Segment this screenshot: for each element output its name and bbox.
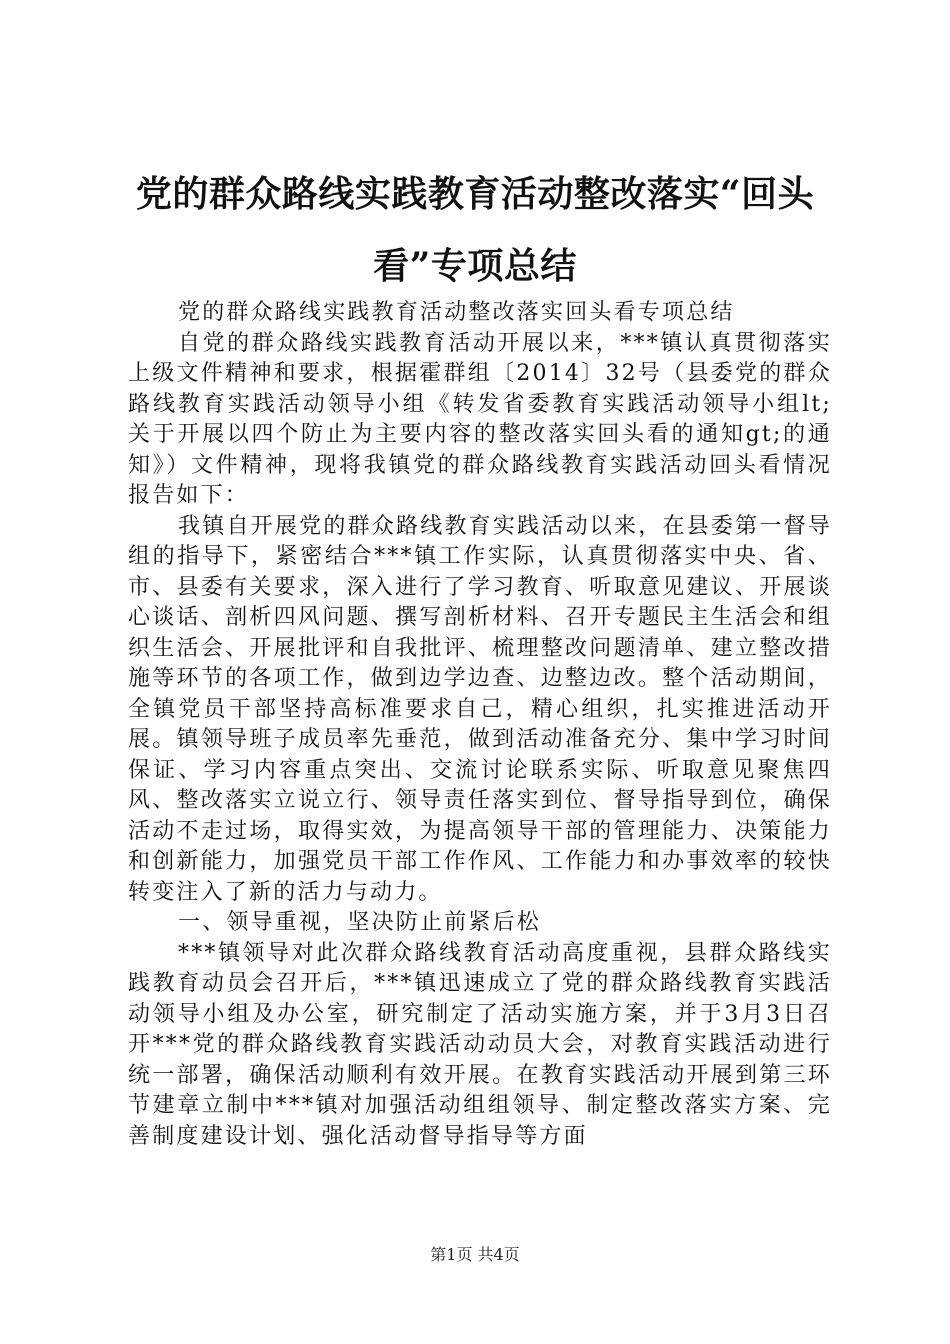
title-line-1: 党的群众路线实践教育活动整改落实“回头 (135, 173, 815, 215)
section-heading-1: 一、领导重视，坚决防止前紧后松 (178, 910, 542, 935)
paragraph-intro: 自党的群众路线实践教育活动开展以来，***镇认真贯彻落实上级文件精神和要求，根据霍群组〔2014〕32号（县委党的群众路线教育实践活动领导小组《转发省委教育实践活动领导小组lt;关于开展以四个防止为主要内容的整改落实回头看的通知gt;的通知》）文件精神，现将我镇党的群众路线教育实践活动回头看情况报告如下： (128, 330, 832, 508)
title-line-2: 看”专项总结 (373, 245, 577, 287)
page-number-footer: 第1页 共4页 (430, 1245, 520, 1264)
paragraph-overview: 我镇自开展党的群众路线教育实践活动以来，在县委第一督导组的指导下，紧密结合***镇工作实际，认真贯彻落实中央、省、市、县委有关要求，深入进行了学习教育、听取意见建议、开展谈心谈话、剖析四风问题、撰写剖析材料、召开专题民主生活会和组织生活会、开展批评和自我批评、梳理整改问题清单、建立整改措施等环节的各项工作，做到边学边查、边整边改。整个活动期间，全镇党员干部坚持高标准要求自己，精心组织，扎实推进活动开展。镇领导班子成员率先垂范，做到活动准备充分、集中学习时间保证、学习内容重点突出、交流讨论联系实际、听取意见聚焦四风、整改落实立说立行、领导责任落实到位、督导指导到位，确保活动不走过场，取得实效，为提高领导干部的管理能力、决策能力和创新能力，加强党员干部工作作风、工作能力和办事效率的较快转变注入了新的活力与动力。 (128, 513, 832, 905)
document-subtitle: 党的群众路线实践教育活动整改落实回头看专项总结 (178, 300, 735, 325)
document-body (128, 298, 832, 1152)
section-1-paragraph: ***镇领导对此次群众路线教育活动高度重视，县群众路线实践教育动员会召开后，***镇迅速成立了党的群众路线教育实践活动领导小组及办公室，研究制定了活动实施方案，并于3月3日召开***党的群众路线教育实践活动动员大会，对教育实践活动进行统一部署，确保活动顺利有效开展。在教育实践活动开展到第三环节建章立制中***镇对加强活动组组领导、制定整改落实方案、完善制度建设计划、强化活动督导指导等方面 (128, 940, 832, 1149)
document-title (100, 158, 850, 302)
